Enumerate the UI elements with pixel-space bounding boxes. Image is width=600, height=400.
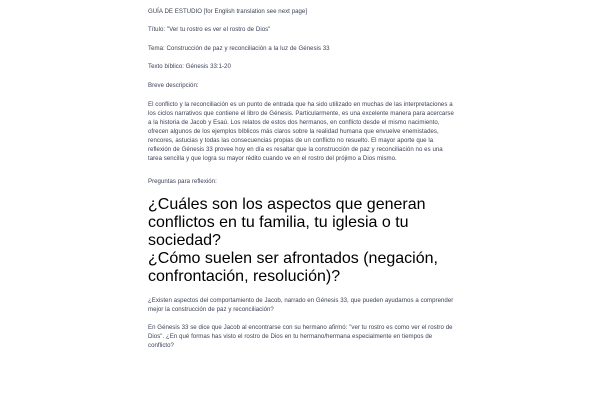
spacer: [148, 71, 458, 81]
document-heading: GUÍA DE ESTUDIO [for English translation see next page]: [148, 8, 308, 15]
spacer: [148, 90, 458, 100]
description-label: Breve descripción:: [148, 81, 199, 89]
questions-label: Preguntas para reflexión:: [148, 178, 217, 186]
spacer: [148, 16, 458, 25]
spacer: [148, 163, 458, 178]
document-scripture-line: Texto bíblico: Génesis 33:1-20: [148, 63, 231, 71]
question-one-part-a: ¿Cuáles son los aspectos que generan conflictos en tu familia, tu iglesia o tu sociedad?: [148, 196, 426, 250]
question-one-part-b: ¿Cómo suelen ser afrontados (negación, confrontación, resolución)?: [148, 250, 438, 286]
question-two: ¿Existen aspectos del comportamiento de Jacob, narrado en Génesis 33, que pueden ayudarnos a comprender mejor la construcción de paz y reconciliación?: [148, 296, 454, 313]
spacer: [148, 34, 458, 43]
spacer: [148, 314, 458, 324]
description-paragraph: El conflicto y la reconciliación es un punto de entrada que ha sido utilizado en muchas de las interpretaciones a los ciclos narrativos que contiene el libro de Génesis. Particularmente, es una excelente manera para acercarse a la historia de Jacob y Esaú. Los relatos de estos dos hermanos, en conflicto desde el mismo nacimiento, ofrecen algunos de los ejemplos bíblicos más claros sobre la realidad humana que envuelve enemistades, rencores, astucias y todas las consecuencias propias de un conflicto no resuelto. El mayor aporte que la reflexión de Génesis 33 provee hoy en día es resaltar que la construcción de paz y reconciliación no es una tarea sencilla y que logra su mayor rédito cuando ve en el rostro del prójimo a Dios mismo.: [148, 100, 454, 162]
question-three: En Génesis 33 se dice que Jacob al encontrarse con su hermano afirmó: "ver tu rostro es como ver el rostro de Dios". ¿En qué formas has visto el rostro de Dios en tu hermano/hermana especialmente en tiempos de conflicto?: [148, 324, 453, 350]
spacer: [148, 53, 458, 63]
document-title-line: Título: "Ver tu rostro es ver el rostro de Dios": [148, 26, 271, 34]
document-text-block: [148, 7, 458, 351]
document-theme-line: Tema: Construcción de paz y reconciliación a la luz de Génesis 33: [148, 44, 330, 52]
spacer: [148, 186, 458, 196]
spacer: [148, 286, 458, 296]
